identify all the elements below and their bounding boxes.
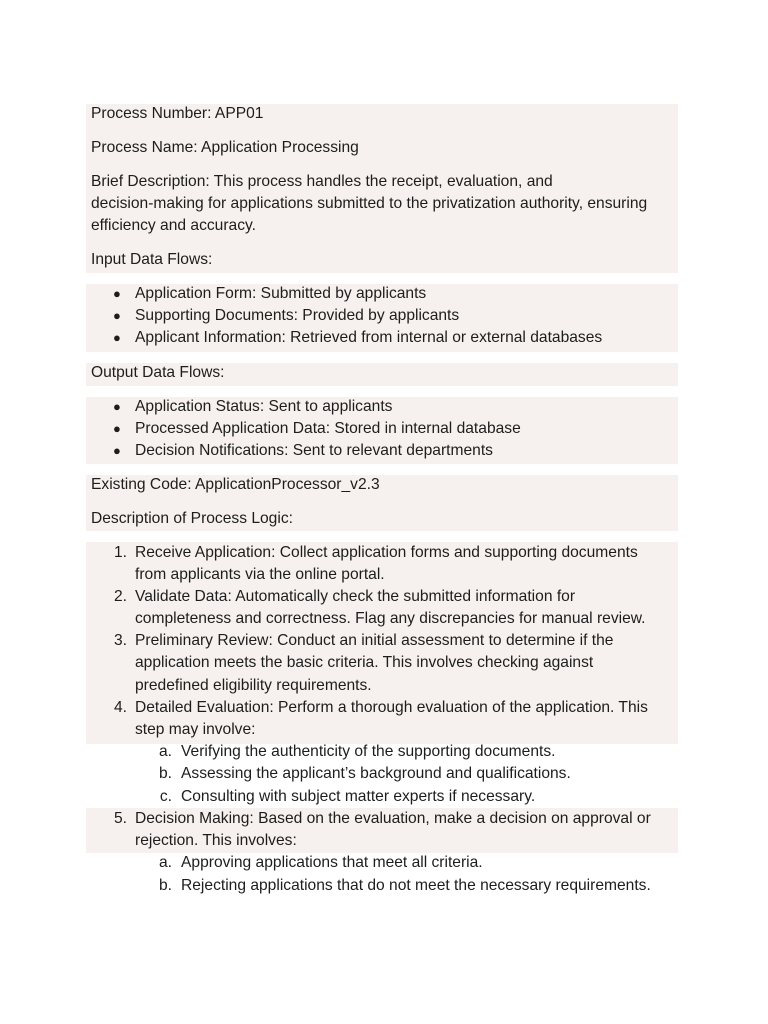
substep-text: Assessing the applicant’s background and qualifications. <box>181 765 571 782</box>
step-text-line: predefined eligibility requirements. <box>135 677 372 694</box>
process-name: Process Name: Application Processing <box>91 139 359 156</box>
logic-label: Description of Process Logic: <box>91 510 293 527</box>
list-item: Decision Notifications: Sent to relevant departments <box>135 442 493 459</box>
list-item: Processed Application Data: Stored in internal database <box>135 420 521 437</box>
step-number: 3. <box>113 632 127 649</box>
step-text-line: Decision Making: Based on the evaluation, make a decision on approval or <box>135 810 651 827</box>
output-flows-label: Output Data Flows: <box>91 364 225 381</box>
substep-text: Approving applications that meet all criteria. <box>181 854 483 871</box>
substep-text: Verifying the authenticity of the supporting documents. <box>181 743 556 760</box>
bullet-icon: ● <box>113 421 121 436</box>
step-number: 1. <box>113 544 127 561</box>
substep-marker: a. <box>158 743 172 760</box>
bullet-icon: ● <box>113 286 121 301</box>
list-item: Applicant Information: Retrieved from internal or external databases <box>135 329 603 346</box>
brief-description-line-2: decision-making for applications submitted to the privatization authority, ensuring <box>91 195 648 212</box>
substep-text: Consulting with subject matter experts if necessary. <box>181 788 536 805</box>
substep-marker: a. <box>158 854 172 871</box>
step-number: 4. <box>113 699 127 716</box>
substep-marker: b. <box>158 877 172 894</box>
substep-marker: b. <box>158 765 172 782</box>
step-text-line: application meets the basic criteria. This involves checking against <box>135 654 594 671</box>
step-text-line: Preliminary Review: Conduct an initial assessment to determine if the <box>135 632 614 649</box>
step-text-line: Validate Data: Automatically check the submitted information for <box>135 588 576 605</box>
step-text-line: completeness and correctness. Flag any discrepancies for manual review. <box>135 610 646 627</box>
step-text-line: rejection. This involves: <box>135 832 297 849</box>
substep-marker: c. <box>159 788 172 805</box>
bullet-icon: ● <box>113 330 121 345</box>
step-number: 5. <box>113 810 127 827</box>
substep-text: Rejecting applications that do not meet the necessary requirements. <box>181 877 651 894</box>
step-text-line: Receive Application: Collect application forms and supporting documents <box>135 544 638 561</box>
step-text-line: step may involve: <box>135 721 256 738</box>
bullet-icon: ● <box>113 399 121 414</box>
step-text-line: from applicants via the online portal. <box>135 566 385 583</box>
existing-code: Existing Code: ApplicationProcessor_v2.3 <box>91 476 380 493</box>
step-number: 2. <box>113 588 127 605</box>
process-number: Process Number: APP01 <box>91 105 264 122</box>
list-item: Application Status: Sent to applicants <box>135 398 393 415</box>
step-text-line: Detailed Evaluation: Perform a thorough evaluation of the application. This <box>135 699 648 716</box>
brief-description-line-1: Brief Description: This process handles the receipt, evaluation, and <box>91 173 553 190</box>
brief-description-line-3: efficiency and accuracy. <box>91 217 256 234</box>
input-flows-label: Input Data Flows: <box>91 251 213 268</box>
bullet-icon: ● <box>113 308 121 323</box>
list-item: Supporting Documents: Provided by applicants <box>135 307 460 324</box>
list-item: Application Form: Submitted by applicants <box>135 285 427 302</box>
bullet-icon: ● <box>113 443 121 458</box>
